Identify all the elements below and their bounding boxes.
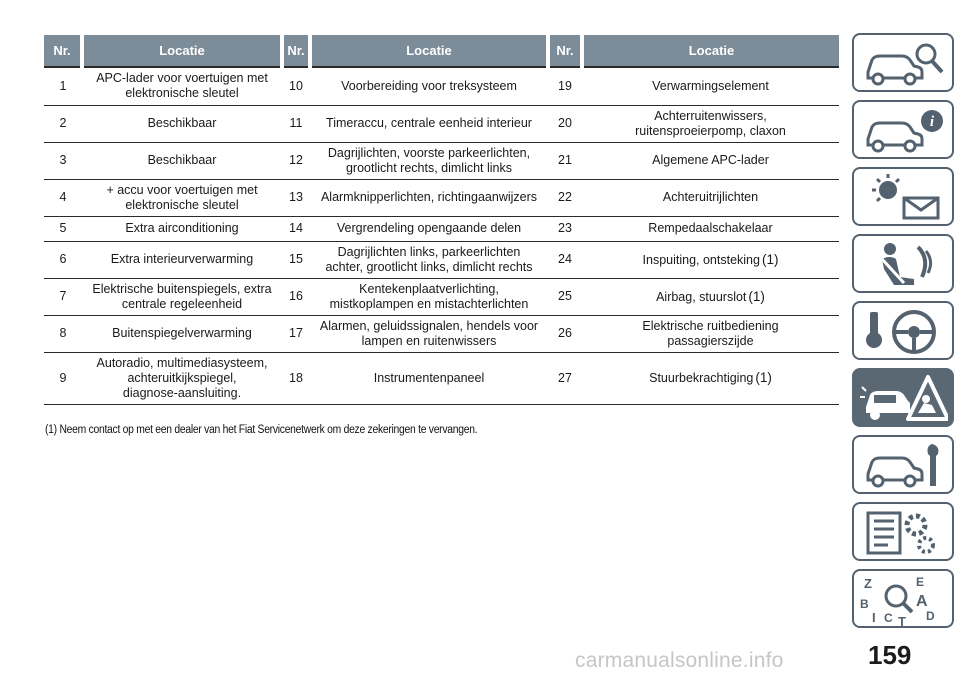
fuse-location-text: Achteruitrijlichten [662,190,759,204]
fuse-location-text: Stuurbekrachtiging [649,371,754,385]
fuse-location [310,352,548,404]
fuse-location [82,179,282,216]
fuse-number: 24 [548,241,582,278]
footnote-reference: (1) [755,370,772,385]
fuse-location [582,241,839,278]
fuse-number: 20 [548,105,582,142]
fuse-location-text: APC-lader voor voertuigen met elektronische sleutel [96,71,268,101]
table-row [44,352,839,404]
alphabetical-index-icon [860,574,948,626]
fuse-location-text: Rempedaalschakelaar [648,221,773,235]
fuse-location [582,67,839,105]
fuse-location [310,105,548,142]
fuse-location [82,216,282,241]
fuse-location-text: Elektrische ruitbediening passagierszijde [642,318,779,348]
fuse-number: 26 [548,315,582,352]
fuse-location-text: Voorbereiding voor treksysteem [341,78,517,93]
tab-safety[interactable] [852,234,954,293]
svg-text:E: E [916,575,925,589]
fuse-location-text: + accu voor voertuigen met elektronische sleutel [106,182,258,212]
fuse-number: 6 [44,241,82,278]
fuse-location [310,315,548,352]
car-search-icon [860,38,948,90]
fuse-location-text: Inspuiting, ontsteking [642,252,760,267]
fuse-location-text: Alarmen, geluidssignalen, hendels voor lampen en ruitenwissers [319,318,539,348]
fuse-location [310,278,548,315]
table-header-row [44,35,839,67]
tab-index[interactable] [852,569,954,628]
fuse-number: 4 [44,179,82,216]
fuse-location [82,105,282,142]
fuse-location-text: Airbag, stuurslot [656,289,747,304]
fuse-location [582,278,839,315]
fuse-location [82,315,282,352]
header-locatie: Locatie [82,35,282,67]
svg-text:B: B [860,597,869,611]
fuse-number: 14 [282,216,310,241]
fuse-location [582,216,839,241]
car-maintenance-icon [860,440,948,492]
fuse-number: 8 [44,315,82,352]
svg-text:C: C [884,611,893,625]
tab-car-info[interactable] [852,100,954,159]
fuse-number: 19 [548,67,582,105]
table-row [44,67,839,105]
fuse-location [310,67,548,105]
page-number: 159 [868,640,912,670]
fuse-location-text: Timeraccu, centrale eenheid interieur [326,116,532,130]
table-row [44,216,839,241]
fuse-location-text: Dagrijlichten, voorste parkeerlichten, grootlicht rechts, dimlicht links [327,145,531,175]
fuse-location [582,105,839,142]
seatbelt-airbag-icon [860,239,948,291]
fuse-location-text: Kentekenplaatverlichting, mistkoplampen en mistachterlichten [329,281,529,311]
fuse-location [582,352,839,404]
fuse-location [310,216,548,241]
fuse-number: 10 [282,67,310,105]
fuse-number: 11 [282,105,310,142]
fuse-location-text: Achterruitenwissers, ruitensproeierpomp, claxon [635,108,786,138]
fuse-location-text: Beschikbaar [147,116,217,130]
tab-car-search[interactable] [852,33,954,92]
fuse-location [82,241,282,278]
table-row [44,278,839,315]
tab-starting-driving[interactable] [852,301,954,360]
fuse-number: 5 [44,216,82,241]
fuse-location-text: Beschikbaar [147,153,217,167]
svg-text:Z: Z [864,576,872,591]
header-locatie: Locatie [310,35,548,67]
fuse-number: 9 [44,352,82,404]
car-info-icon [860,105,948,157]
tab-maintenance[interactable] [852,435,954,494]
fuse-location [310,241,548,278]
fuse-location [582,142,839,179]
fuse-location-text: Elektrische buitenspiegels, extra centrale regeleenheid [92,281,272,311]
fuse-number: 18 [282,352,310,404]
fuse-location-text: Extra interieurverwarming [110,252,254,266]
header-nr: Nr. [282,35,310,67]
dashboard-lights-message-icon [860,172,948,224]
fuse-location [310,179,548,216]
fuse-location [82,67,282,105]
fuse-location-text: Verwarmingselement [652,78,769,93]
fuse-number: 2 [44,105,82,142]
fuse-number: 25 [548,278,582,315]
watermark: carmanualsonline.info [575,649,784,672]
header-locatie: Locatie [582,35,839,67]
fuse-location [582,315,839,352]
fuse-location-text: Algemene APC-lader [652,153,769,167]
tab-technical-data[interactable] [852,502,954,561]
tab-dashboard-lights[interactable] [852,167,954,226]
svg-text:I: I [872,610,876,625]
svg-text:i: i [929,114,935,130]
fuse-number: 15 [282,241,310,278]
header-nr: Nr. [44,35,82,67]
fuse-location-text: Autoradio, multimediasysteem, achteruitkijkspiegel, diagnose-aansluiting. [96,355,268,400]
fuse-location-text: Vergrendeling opengaande delen [336,221,522,235]
fuse-location [582,179,839,216]
table-row [44,315,839,352]
fuse-number: 3 [44,142,82,179]
fuse-number: 12 [282,142,310,179]
technical-data-icon [860,507,948,559]
fuse-location-text: Extra airconditioning [125,221,239,235]
table-row [44,241,839,278]
footnote: (1) Neem contact op met een dealer van het Fiat Servicenetwerk om deze zekeringen te vervangen. [45,424,478,436]
fuse-location [82,352,282,404]
fuse-location [310,142,548,179]
key-steering-wheel-icon [860,306,948,358]
footnote-reference: (1) [761,251,779,267]
tab-emergency[interactable] [852,368,954,427]
fuse-location-text: Dagrijlichten links, parkeerlichten achter, grootlicht links, dimlicht rechts [325,244,533,274]
fuse-number: 22 [548,179,582,216]
fuse-location-table [44,35,839,405]
table-row [44,142,839,179]
fuse-location-text: Buitenspiegelverwarming [112,326,252,340]
fuse-location [82,142,282,179]
footnote-reference: (1) [748,288,765,304]
fuse-location [82,278,282,315]
fuse-location-text: Instrumentenpaneel [373,370,485,385]
fuse-number: 21 [548,142,582,179]
fuse-number: 17 [282,315,310,352]
fuse-number: 7 [44,278,82,315]
fuse-location-text: Alarmknipperlichten, richtingaanwijzers [320,190,538,204]
table-row [44,105,839,142]
header-nr: Nr. [548,35,582,67]
table-row [44,179,839,216]
svg-text:D: D [926,609,935,623]
svg-text:A: A [916,593,928,610]
fuse-number: 16 [282,278,310,315]
car-breakdown-warning-icon [860,373,948,425]
fuse-number: 27 [548,352,582,404]
fuse-number: 13 [282,179,310,216]
fuse-number: 1 [44,67,82,105]
svg-text:T: T [898,614,906,626]
fuse-number: 23 [548,216,582,241]
